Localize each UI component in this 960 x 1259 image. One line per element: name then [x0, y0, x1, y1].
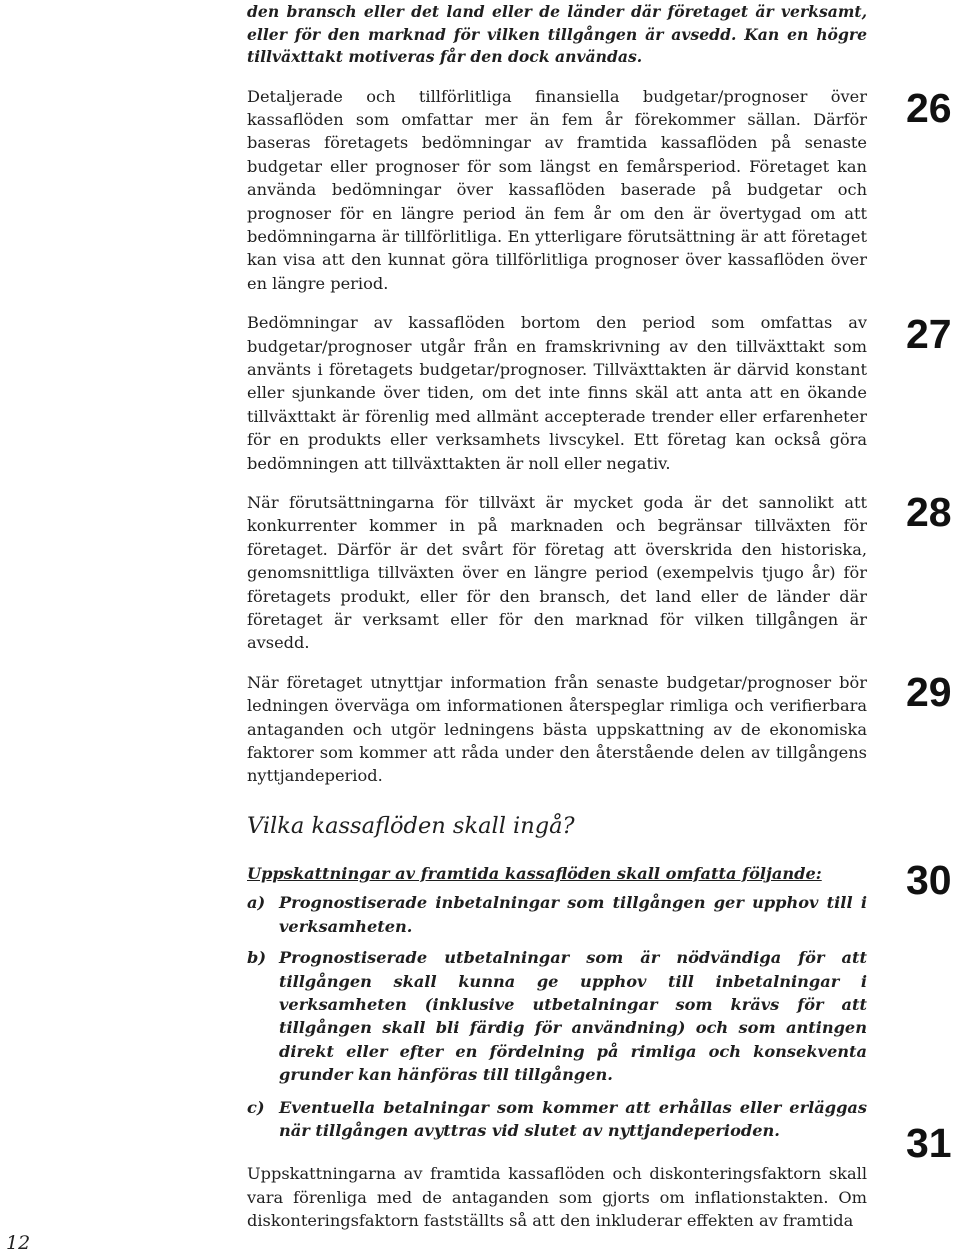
list-marker: c)	[247, 1097, 265, 1117]
list-item	[247, 1096, 867, 1143]
section-heading: Vilka kassaflöden skall ingå?	[247, 812, 575, 839]
list-item-text: Prognostiserade inbetalningar som tillgången ger upphov till i verksamheten.	[279, 893, 867, 936]
list-item-text: Eventuella betalningar som kommer att erhållas eller erläggas när tillgången avyttras vid slutet av nyttjandeperioden.	[279, 1097, 867, 1140]
paragraph-29: När företaget utnyttjar information från senaste budgetar/prognoser bör ledningen överväga om informationen återspeglar rimliga och verifierbara antaganden och utgör ledningens bästa uppskattning av de ekonomiska faktorer som kommer att råda under den återstående delen av tillgångens nyttjandeperiod.	[247, 672, 867, 786]
section-number-28: 28	[906, 489, 952, 535]
section-number-31: 31	[906, 1120, 952, 1166]
paragraph-28: När förutsättningarna för tillväxt är mycket goda är det sannolikt att konkurrenter kommer in på marknaden och begränsar tillväxten för företaget. Därför är det svårt för företag att överskrida den historiska, genomsnittliga tillväxten över en längre period (exempelvis tjugo år) för företagets produkt, eller för den bransch, det land eller de länder där företaget är verksamt eller för den marknad för vilken tillgången är avsedd.	[247, 493, 867, 653]
page-number: 12	[6, 1232, 31, 1254]
section-number-27: 27	[906, 311, 952, 357]
list-intro: Uppskattningar av framtida kassaflöden skall omfatta följande:	[247, 863, 822, 883]
section-number-29: 29	[906, 669, 952, 715]
section-number-26: 26	[906, 85, 952, 131]
paragraph-27: Bedömningar av kassaflöden bortom den period som omfattas av budgetar/prognoser utgår från en framskrivning av den tillväxttakt som använts i företagets budgetar/prognoser. Tillväxttakten är därvid konstant eller sjunkande över tiden, om det inte finns skäl att anta att en ökande tillväxttakt är förenlig med allmänt accepterade trender eller erfarenheter för en produkts eller verksamhets livscykel. Ett företag kan också göra bedömningen att tillväxttakten är noll eller negativ.	[247, 313, 867, 473]
body-text	[247, 0, 867, 1233]
intro-italic-text: den bransch eller det land eller de länder där företaget är verksamt, eller för den marknad för vilken tillgången är avsedd. Kan en högre tillväxttakt motiveras får den dock användas.	[247, 2, 867, 66]
list-item	[247, 891, 867, 938]
list-item	[247, 946, 867, 1086]
section-number-30: 30	[906, 857, 952, 903]
cashflow-list	[247, 891, 867, 1142]
list-item-text: Prognostiserade utbetalningar som är nödvändiga för att tillgången skall kunna ge upphov till inbetalningar i verksamheten (inklusive utbetalningar som krävs för att tillgången skall bli färdig för användning) och som antingen direkt eller efter en fördelning på rimliga och konsekventa grunder kan hänföras till tillgången.	[279, 948, 867, 1085]
paragraph-26: Detaljerade och tillförlitliga finansiella budgetar/prognoser över kassaflöden som omfattar mer än fem år förekommer sällan. Därför baseras företagets bedömningar av framtida kassaflöden på senaste budgetar eller prognoser för som längst en femårsperiod. Företaget kan använda bedömningar över kassaflöden baserade på budgetar och prognoser för en längre period än fem år om den är övertygad om att bedömningarna är tillförlitliga. En ytterligare förutsättning är att företaget kan visa att den kunnat göra tillförlitliga prognoser över kassaflöden över en längre period.	[247, 86, 867, 293]
list-marker: a)	[247, 893, 266, 913]
paragraph-31: Uppskattningarna av framtida kassaflöden och diskonteringsfaktorn skall vara förenliga med de antaganden som gjorts om inflationstakten. Om diskonteringsfaktorn fastställts så att den inkluderar effekten av framtida	[247, 1164, 867, 1231]
list-marker: b)	[247, 948, 266, 968]
